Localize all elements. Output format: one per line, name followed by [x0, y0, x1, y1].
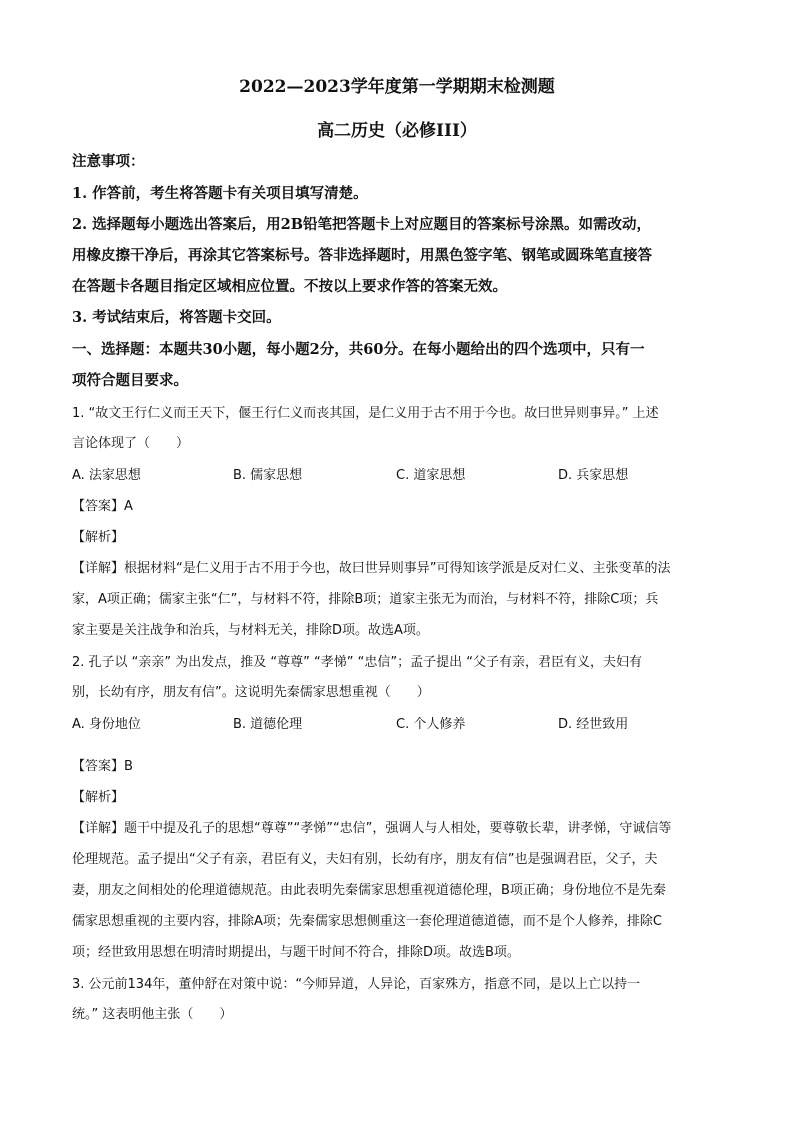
q1-detail-line-2: 家，A项正确；儒家主张“仁”，与材料不符，排除B项；道家主张无为而治，与材料不符，排除C项；兵: [72, 592, 659, 607]
q1-option-c: C. 道家思想: [396, 468, 466, 483]
notice-item-3: 3. 考试结束后，将答题卡交回。: [72, 309, 281, 326]
q1-detail-line-3: 家主要是关注战争和治兵，与材料无关，排除D项。故选A项。: [72, 623, 429, 638]
q2-option-a: A. 身份地位: [72, 717, 141, 732]
notice-item-1: 1. 作答前，考生将答题卡有关项目填写清楚。: [72, 185, 368, 202]
q2-option-d: D. 经世致用: [558, 717, 629, 732]
section-heading-line-1: 一、选择题：本题共30小题，每小题2分，共60分。在每小题给出的四个选项中，只有一: [72, 341, 645, 358]
q2-stem-line-1: 2. 孔子以 “亲亲” 为出发点，推及 “尊尊” “孝悌” “忠信”；孟子提出 “父子有亲，君臣有义，夫妇有: [72, 655, 642, 670]
q2-detail-line-1: 【详解】题干中提及孔子的思想“尊尊”“孝悌”“忠信”，强调人与人相处，要尊敬长辈，讲孝悌，守诚信等: [72, 821, 672, 836]
notice-heading: 注意事项：: [72, 153, 145, 170]
q1-detail-line-1: 【详解】根据材料“是仁义用于古不用于今也，故曰世异则事异”可得知该学派是反对仁义、主张变革的法: [72, 561, 671, 576]
q2-stem-line-2: 别，长幼有序，朋友有信”。这说明先秦儒家思想重视（ ）: [72, 685, 430, 700]
q2-answer: 【答案】B: [72, 759, 133, 774]
q2-option-c: C. 个人修养: [396, 717, 466, 732]
q2-analysis-label: 【解析】: [72, 790, 125, 805]
q2-option-b: B. 道德伦理: [233, 717, 303, 732]
notice-item-2-line-3: 在答题卡各题目指定区域相应位置。不按以上要求作答的答案无效。: [72, 278, 507, 295]
q2-detail-line-4: 儒家思想重视的主要内容，排除A项；先秦儒家思想侧重这一套伦理道德道德，而不是个人修养，排除C: [72, 914, 662, 929]
q1-option-a: A. 法家思想: [72, 468, 141, 483]
exam-subtitle: 高二历史（必修III）: [317, 121, 477, 141]
q3-stem-line-1: 3. 公元前134年，董仲舒在对策中说：“今师异道，人异论，百家殊方，指意不同，是以上亡以持一: [72, 977, 641, 992]
q1-analysis-label: 【解析】: [72, 530, 125, 545]
q1-option-d: D. 兵家思想: [558, 468, 629, 483]
q3-stem-line-2: 统。” 这表明他主张（ ）: [72, 1007, 233, 1022]
q1-stem-line-1: 1. “故文王行仁义而王天下，偃王行仁义而丧其国，是仁义用于古不用于今也。故曰世异则事异。” 上述: [72, 406, 659, 421]
q1-answer: 【答案】A: [72, 499, 133, 514]
q2-detail-line-3: 妻，朋友之间相处的伦理道德规范。由此表明先秦儒家思想重视道德伦理，B项正确；身份地位不是先秦: [72, 883, 666, 898]
q2-detail-line-5: 项；经世致用思想在明清时期提出，与题干时间不符合，排除D项。故选B项。: [72, 945, 520, 960]
q1-option-b: B. 儒家思想: [233, 468, 303, 483]
q2-detail-line-2: 伦理规范。孟子提出“父子有亲，君臣有义，夫妇有别，长幼有序，朋友有信”也是强调君臣，父子，夫: [72, 852, 658, 867]
exam-title: 2022—2023学年度第一学期期末检测题: [239, 77, 555, 97]
notice-item-2-line-2: 用橡皮擦干净后，再涂其它答案标号。答非选择题时，用黑色签字笔、钢笔或圆珠笔直接答: [72, 247, 652, 264]
q1-stem-line-2: 言论体现了（ ）: [72, 436, 190, 451]
section-heading-line-2: 项符合题目要求。: [72, 372, 188, 389]
notice-item-2-line-1: 2. 选择题每小题选出答案后，用2B铅笔把答题卡上对应题目的答案标号涂黑。如需改动，: [72, 216, 652, 233]
